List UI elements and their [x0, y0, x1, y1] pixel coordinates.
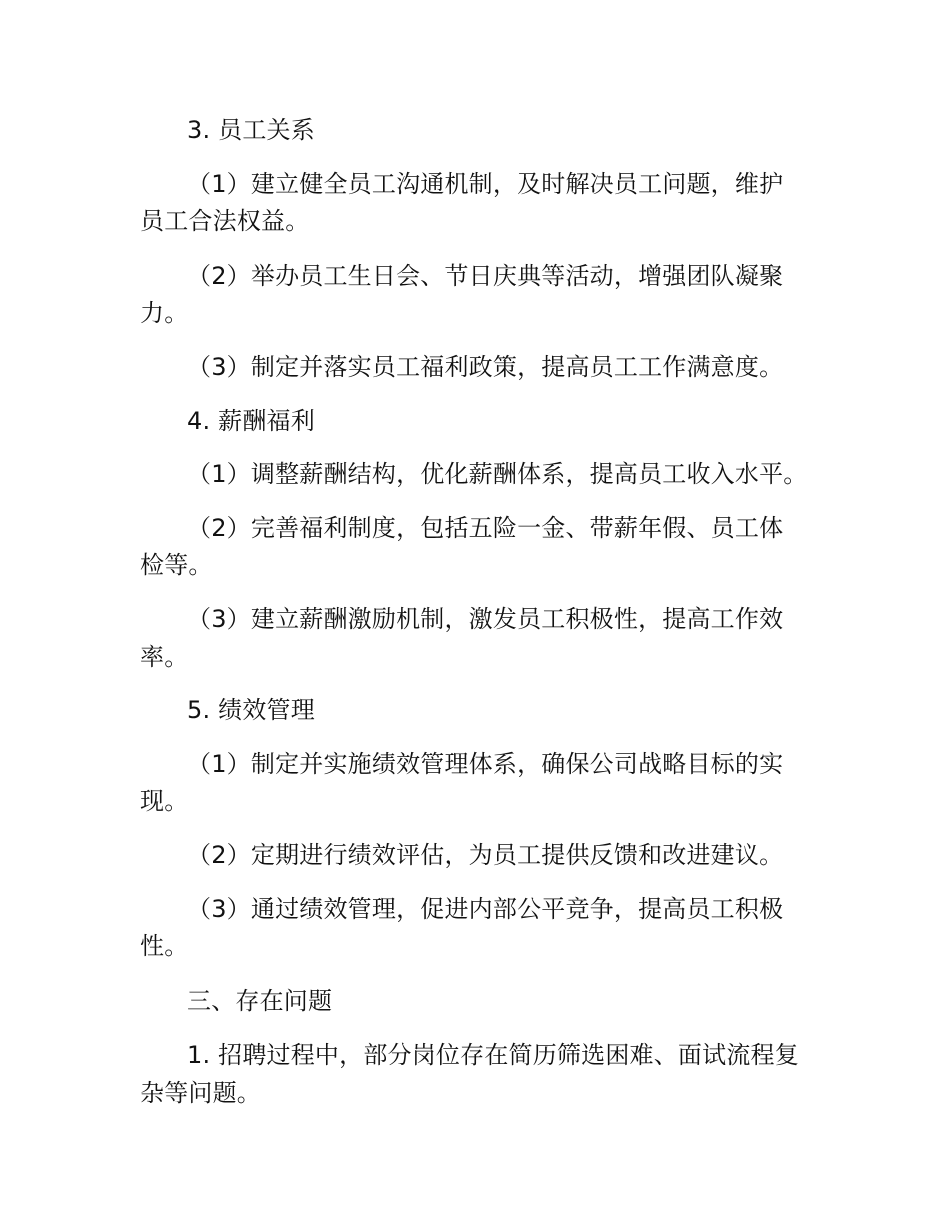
paragraph-line: （3）建立薪酬激励机制，激发员工积极性，提高工作效 — [187, 605, 784, 633]
paragraph-line: （1）调整薪酬结构，优化薪酬体系，提高员工收入水平。 — [187, 460, 808, 488]
paragraph-line: 杂等问题。 — [140, 1079, 261, 1107]
paragraph-line: 力。 — [140, 299, 189, 327]
paragraph-line: （2）定期进行绩效评估，为员工提供反馈和改进建议。 — [187, 841, 784, 869]
paragraph-line: 员工合法权益。 — [140, 207, 310, 235]
paragraph-line: （1）制定并实施绩效管理体系，确保公司战略目标的实 — [187, 750, 784, 778]
paragraph-line: 1. 招聘过程中，部分岗位存在简历筛选困难、面试流程复 — [187, 1041, 799, 1069]
paragraph-line: （2）举办员工生日会、节日庆典等活动，增强团队凝聚 — [187, 262, 784, 290]
paragraph-line: （1）建立健全员工沟通机制，及时解决员工问题，维护 — [187, 170, 784, 198]
paragraph-line: 现。 — [140, 787, 189, 815]
paragraph-line: 率。 — [140, 643, 189, 671]
paragraph-line: 检等。 — [140, 551, 213, 579]
section-heading-compensation: 4. 薪酬福利 — [187, 407, 315, 435]
section-heading-employee-relations: 3. 员工关系 — [187, 116, 315, 144]
section-heading-performance: 5. 绩效管理 — [187, 696, 315, 724]
section-heading-problems: 三、存在问题 — [187, 987, 333, 1015]
paragraph-line: （2）完善福利制度，包括五险一金、带薪年假、员工体 — [187, 514, 784, 542]
paragraph-line: （3）通过绩效管理，促进内部公平竞争，提高员工积极 — [187, 895, 784, 923]
paragraph-line: （3）制定并落实员工福利政策，提高员工工作满意度。 — [187, 353, 784, 381]
paragraph-line: 性。 — [140, 932, 189, 960]
